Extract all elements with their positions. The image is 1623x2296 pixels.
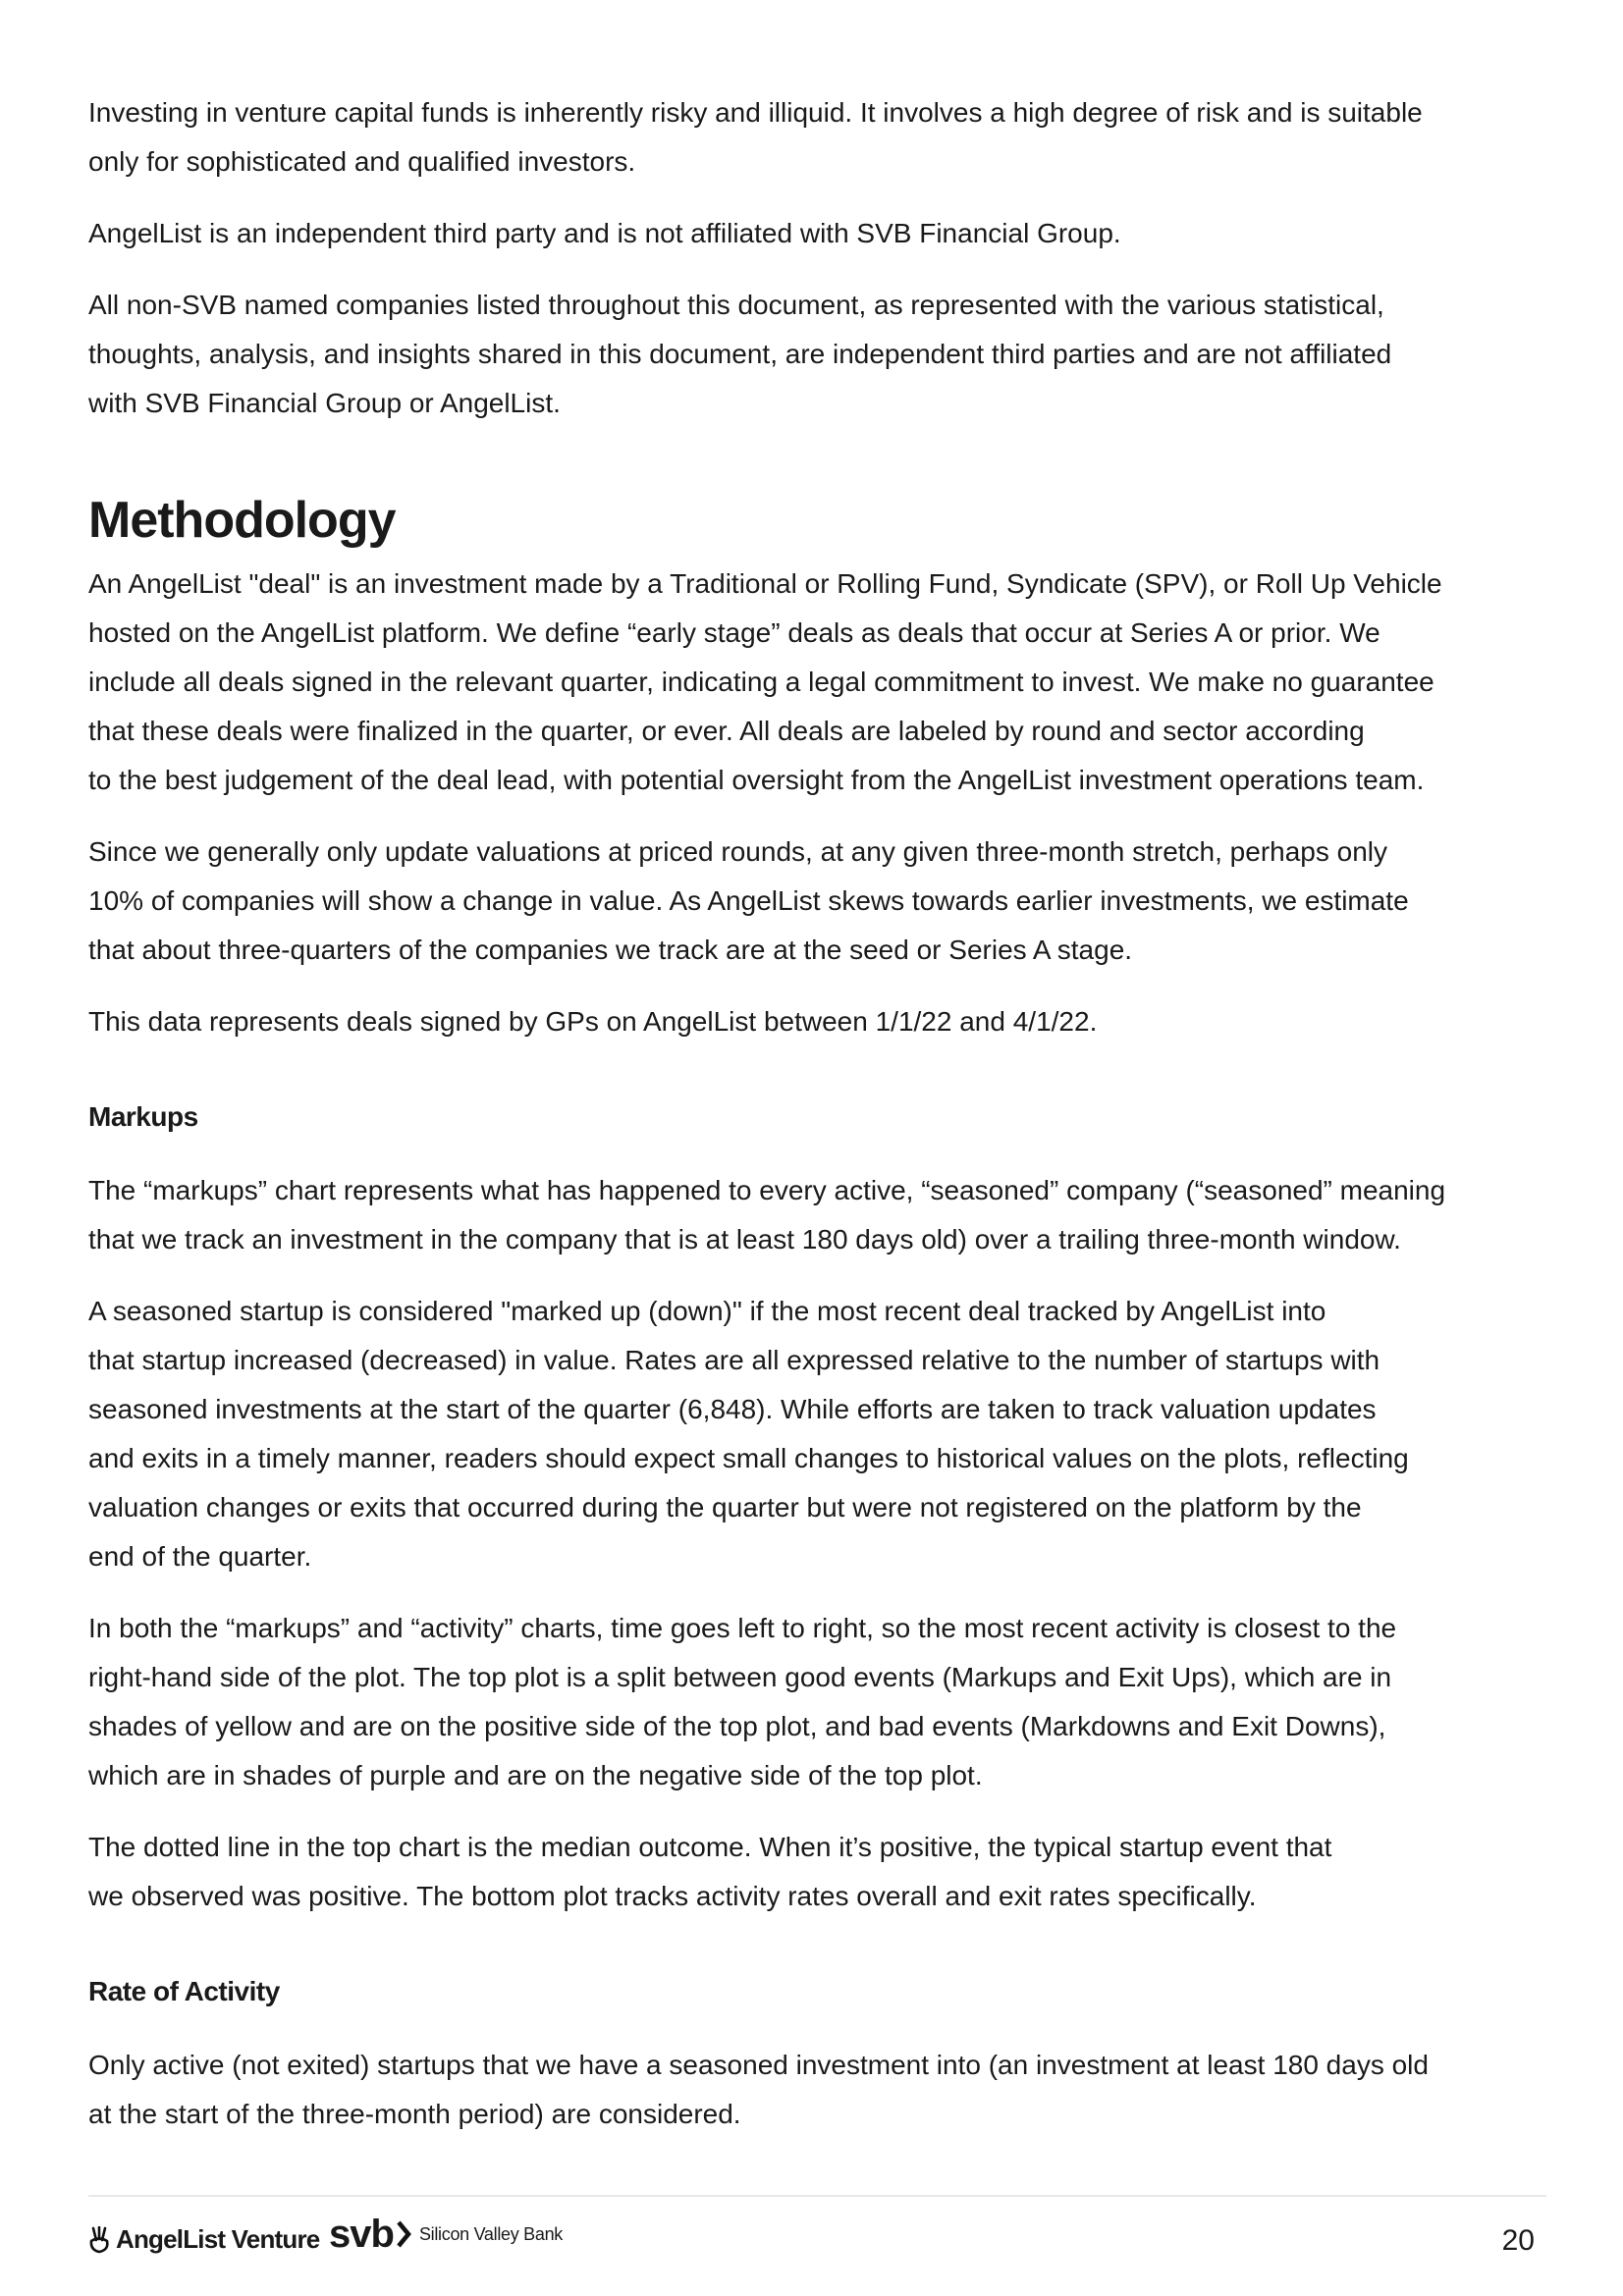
markups-paragraph-1: The “markups” chart represents what has happened to every active, “seasoned” company (“seasoned” meaning that we track an investment in the company that is at least 180 days old) over a trailing three-month window. [88, 1175, 1446, 1255]
svb-wordmark: svb [329, 2213, 394, 2256]
svb-logo [329, 2215, 563, 2254]
markups-paragraph-2: A seasoned startup is considered "marked up (down)" if the most recent deal tracked by AngelList into that startup increased (decreased) in value. Rates are all expressed relative to the number of startups with seasoned investments at the start of the quarter (6,848). While efforts are taken to track valuation updates and exits in a timely manner, readers should expect small changes to historical values on the plots, reflecting valuation changes or exits that occurred during the quarter but were not registered on the platform by the end of the quarter. [88, 1296, 1409, 1572]
rate-of-activity-heading: Rate of Activity [88, 1976, 280, 2006]
svb-bank-name: Silicon Valley Bank [418, 2223, 563, 2244]
page-body [88, 88, 1537, 2139]
page-footer [88, 2195, 1546, 2275]
methodology-paragraph-3: This data represents deals signed by GPs on AngelList between 1/1/22 and 4/1/22. [88, 1006, 1098, 1037]
markups-paragraph-3: In both the “markups” and “activity” charts, time goes left to right, so the most recent activity is closest to the right-hand side of the plot. The top plot is a split between good events (Markups and Exit Ups), which are in shades of yellow and are on the positive side of the top plot, and bad events (Markdowns and Exit Downs), which are in shades of purple and are on the negative side of the top plot. [88, 1613, 1397, 1790]
disclaimer-paragraph-3: All non-SVB named companies listed throughout this document, as represented with the various statistical, thoughts, analysis, and insights shared in this document, are independent third parties and are not affiliated with SVB Financial Group or AngelList. [88, 290, 1392, 418]
disclaimer-paragraph-1: Investing in venture capital funds is inherently risky and illiquid. It involves a high degree of risk and is suitable only for sophisticated and qualified investors. [88, 97, 1423, 177]
markups-heading: Markups [88, 1101, 198, 1132]
angellist-venture-logo: AngelList Venture [88, 2224, 319, 2255]
methodology-paragraph-1: An AngelList "deal" is an investment made by a Traditional or Rolling Fund, Syndicate (SPV), or Roll Up Vehicle hosted on the AngelList platform. We define “early stage” deals as deals that occur at Series A or prior. We include all deals signed in the relevant quarter, indicating a legal commitment to invest. We make no guarantee that these deals were finalized in the quarter, or ever. All deals are labeled by round and sector according to the best judgement of the deal lead, with potential oversight from the AngelList investment operations team. [88, 568, 1442, 795]
methodology-paragraph-2: Since we generally only update valuations at priced rounds, at any given three-month stretch, perhaps only 10% of companies will show a change in value. As AngelList skews towards earlier investments, we estimate that about three-quarters of the companies we track are at the seed or Series A stage. [88, 836, 1409, 965]
disclaimer-paragraph-2: AngelList is an independent third party and is not affiliated with SVB Financial Group. [88, 218, 1121, 248]
page-number: 20 [1501, 2224, 1535, 2257]
methodology-heading: Methodology [88, 492, 396, 549]
angellist-hand-icon [88, 2226, 110, 2254]
svb-chevron-icon [396, 2219, 411, 2249]
markups-paragraph-4: The dotted line in the top chart is the median outcome. When it’s positive, the typical startup event that we observed was positive. The bottom plot tracks activity rates overall and exit rates specifically. [88, 1832, 1332, 1911]
rate-of-activity-paragraph: Only active (not exited) startups that we have a seasoned investment into (an investment at least 180 days old at the start of the three-month period) are considered. [88, 2050, 1429, 2129]
